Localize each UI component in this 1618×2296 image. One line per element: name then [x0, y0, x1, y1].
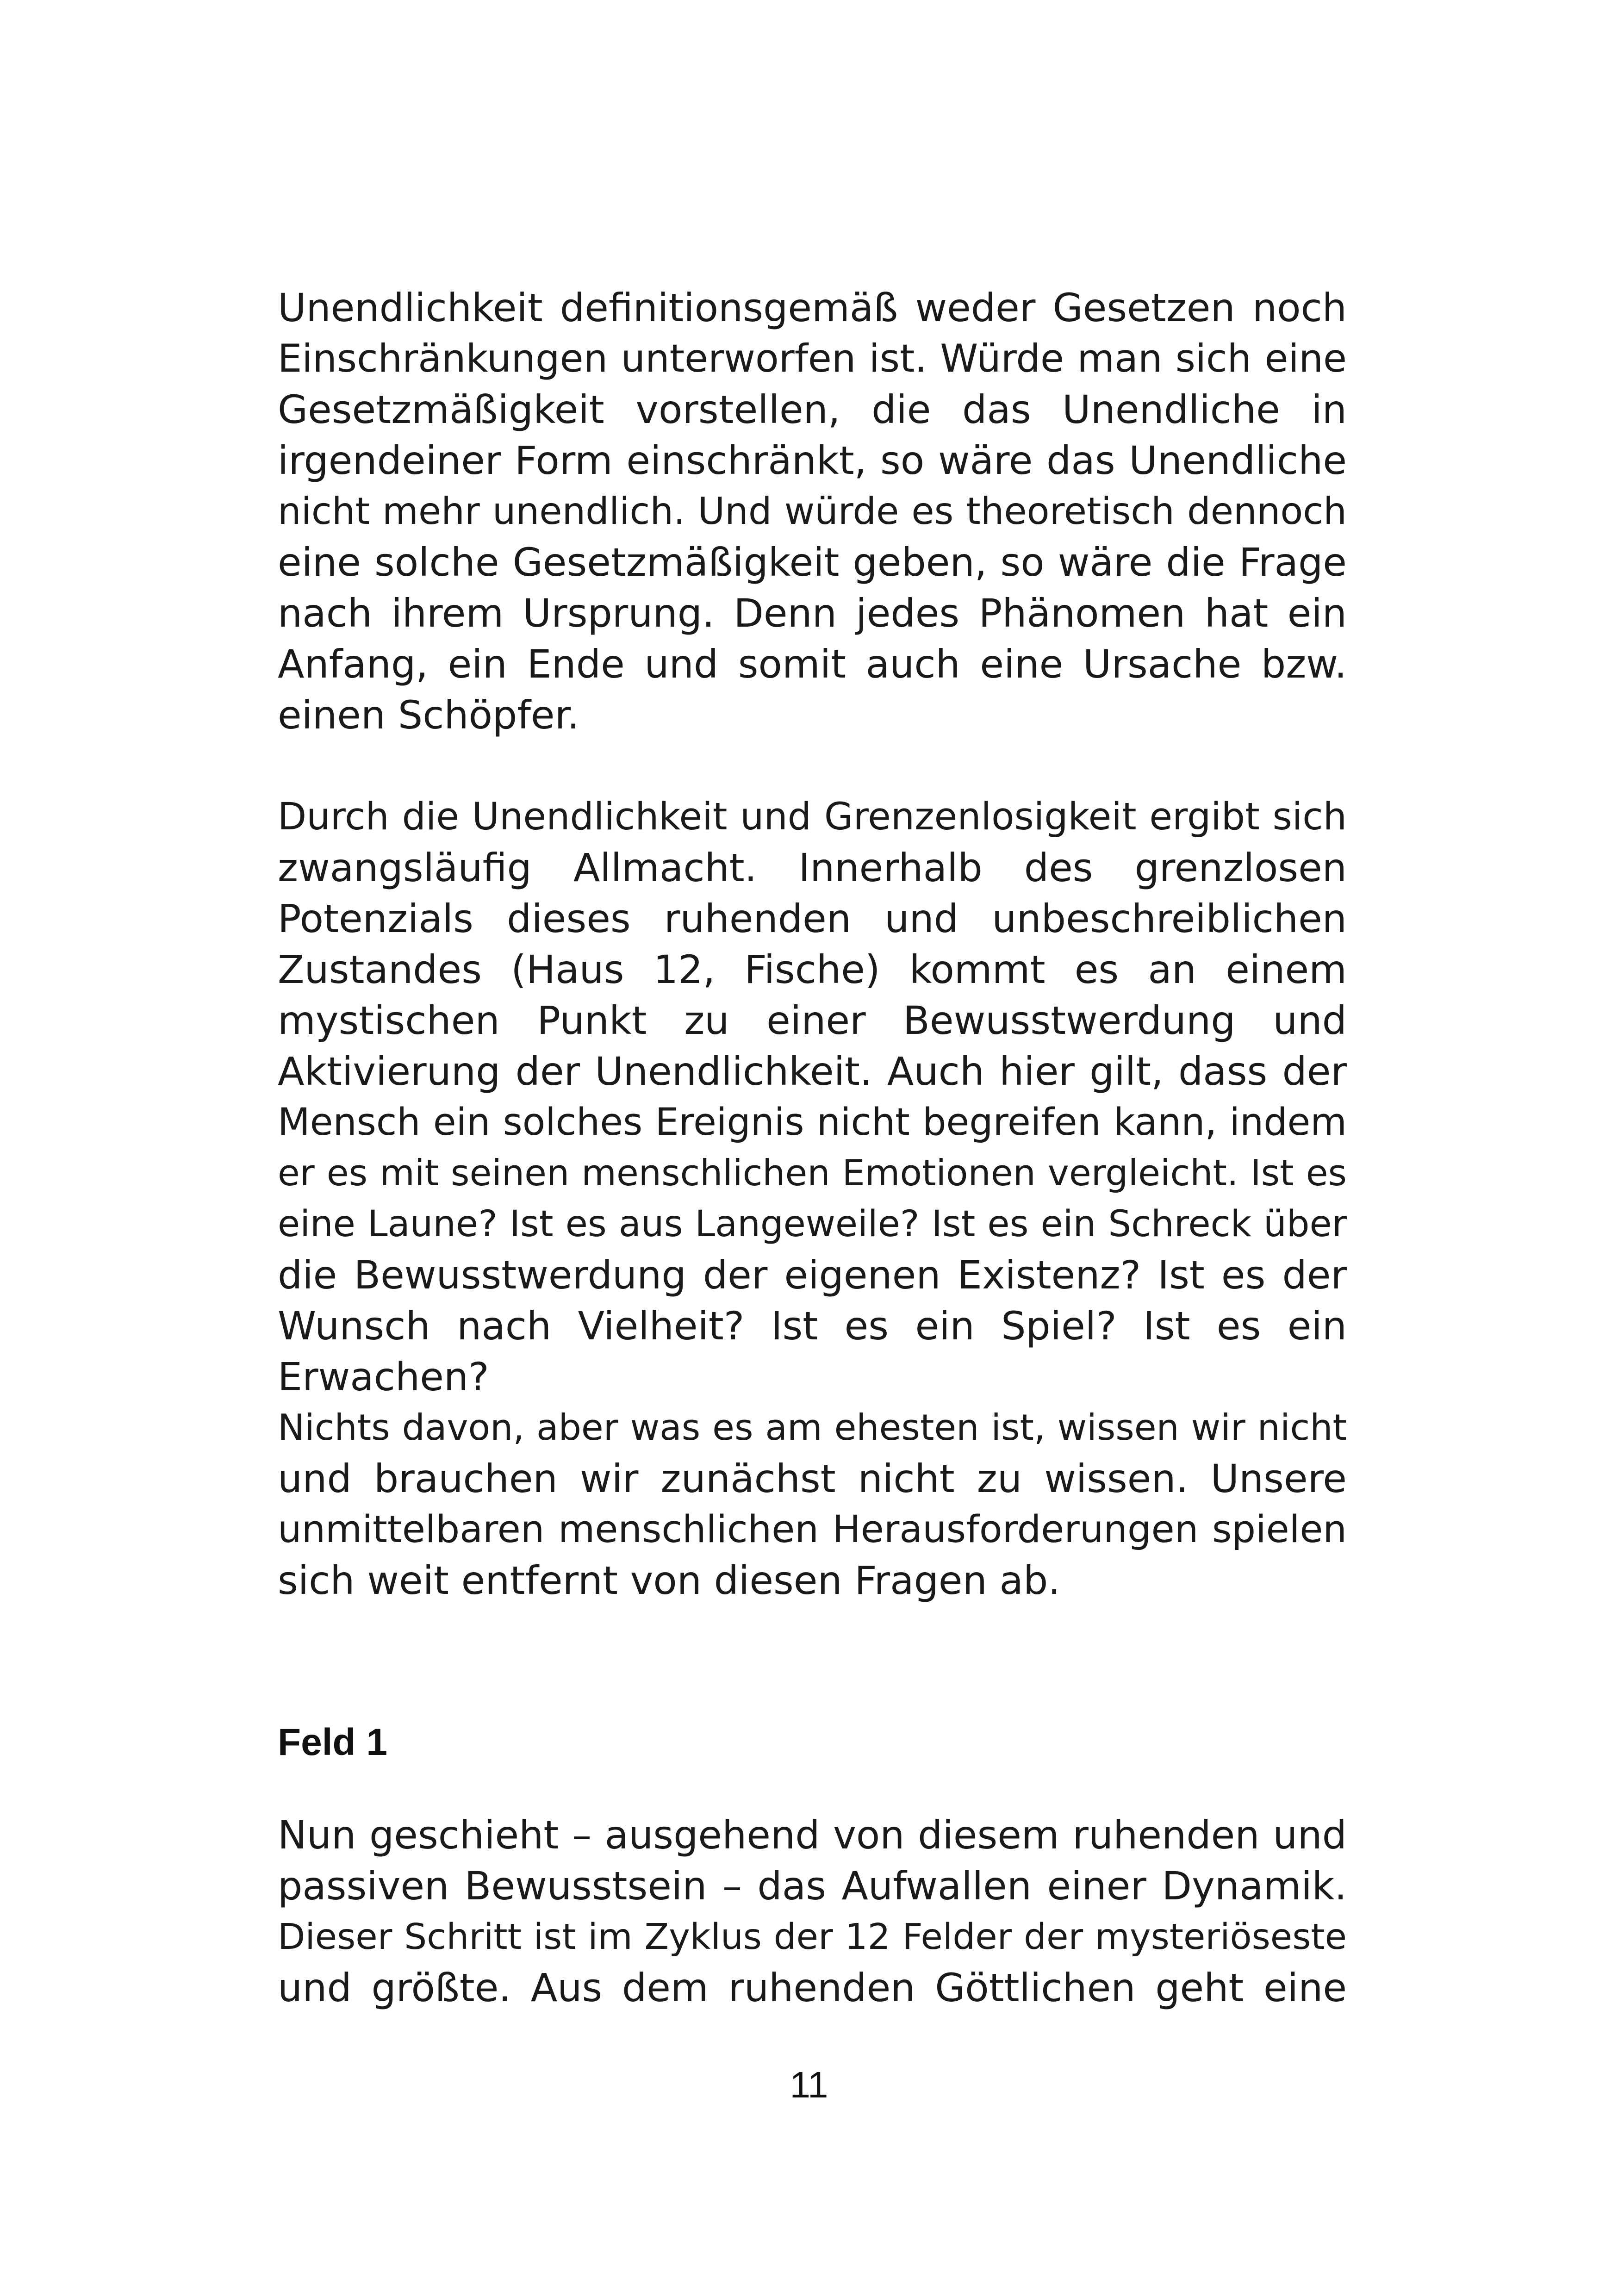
text-line: zwangsläufig Allmacht. Innerhalb des grenzlosen	[278, 845, 1347, 890]
text-line: Mensch ein solches Ereignis nicht begreifen kann, indem	[278, 1101, 1347, 1144]
text-line: Gesetzmäßigkeit vorstellen, die das Unendliche in	[278, 387, 1347, 432]
text-line: Potenzials dieses ruhenden und unbeschreiblichen	[278, 896, 1347, 941]
text-line: Dieser Schritt ist im Zyklus der 12 Felder der mysteriöseste	[278, 1916, 1347, 1958]
text-line: unmittelbaren menschlichen Herausforderungen spielen	[278, 1507, 1347, 1551]
text-line: die Bewusstwerdung der eigenen Existenz? Ist es der	[278, 1252, 1347, 1298]
text-line: Zustandes (Haus 12, Fische) kommt es an einem	[278, 947, 1347, 992]
paragraph-1	[278, 282, 1347, 740]
text-line: passiven Bewusstsein – das Aufwallen einer Dynamik.	[278, 1863, 1347, 1909]
text-line: Erwachen?	[278, 1354, 489, 1400]
text-line: und brauchen wir zunächst nicht zu wissen. Unsere	[278, 1456, 1347, 1501]
text-line: mystischen Punkt zu einer Bewusstwerdung und	[278, 998, 1347, 1043]
text-line: irgendeiner Form einschränkt, so wäre das Unendliche	[278, 438, 1347, 483]
text-line: nach ihrem Ursprung. Denn jedes Phänomen hat ein	[278, 591, 1347, 636]
text-line: er es mit seinen menschlichen Emotionen vergleicht. Ist es	[278, 1152, 1347, 1194]
paragraph-3	[278, 1810, 1347, 2013]
paragraph-2	[278, 791, 1347, 1606]
text-line: einen Schöpfer.	[278, 692, 580, 738]
text-line: Einschränkungen unterworfen ist. Würde man sich eine	[278, 336, 1347, 381]
text-line: Unendlichkeit definitionsgemäß weder Gesetzen noch	[278, 285, 1347, 330]
text-line: Aktivierung der Unendlichkeit. Auch hier gilt, dass der	[278, 1049, 1347, 1094]
text-line: nicht mehr unendlich. Und würde es theoretisch dennoch	[278, 490, 1347, 533]
section-heading: Feld 1	[278, 1721, 387, 1763]
text-line: sich weit entfernt von diesen Fragen ab.	[278, 1558, 1061, 1603]
text-line: eine Laune? Ist es aus Langeweile? Ist es ein Schreck über	[278, 1203, 1347, 1245]
text-line: Durch die Unendlichkeit und Grenzenlosigkeit ergibt sich	[278, 795, 1347, 839]
text-line: Wunsch nach Vielheit? Ist es ein Spiel? Ist es ein	[278, 1303, 1347, 1349]
text-line: Nichts davon, aber was es am ehesten ist, wissen wir nicht	[278, 1407, 1347, 1449]
page-number: 11	[790, 2064, 828, 2105]
text-line: Nun geschieht – ausgehend von diesem ruhenden und	[278, 1812, 1347, 1858]
text-line: eine solche Gesetzmäßigkeit geben, so wäre die Frage	[278, 540, 1347, 585]
text-line: und größte. Aus dem ruhenden Göttlichen geht eine	[278, 1965, 1347, 2010]
text-line: Anfang, ein Ende und somit auch eine Ursache bzw.	[278, 641, 1347, 687]
